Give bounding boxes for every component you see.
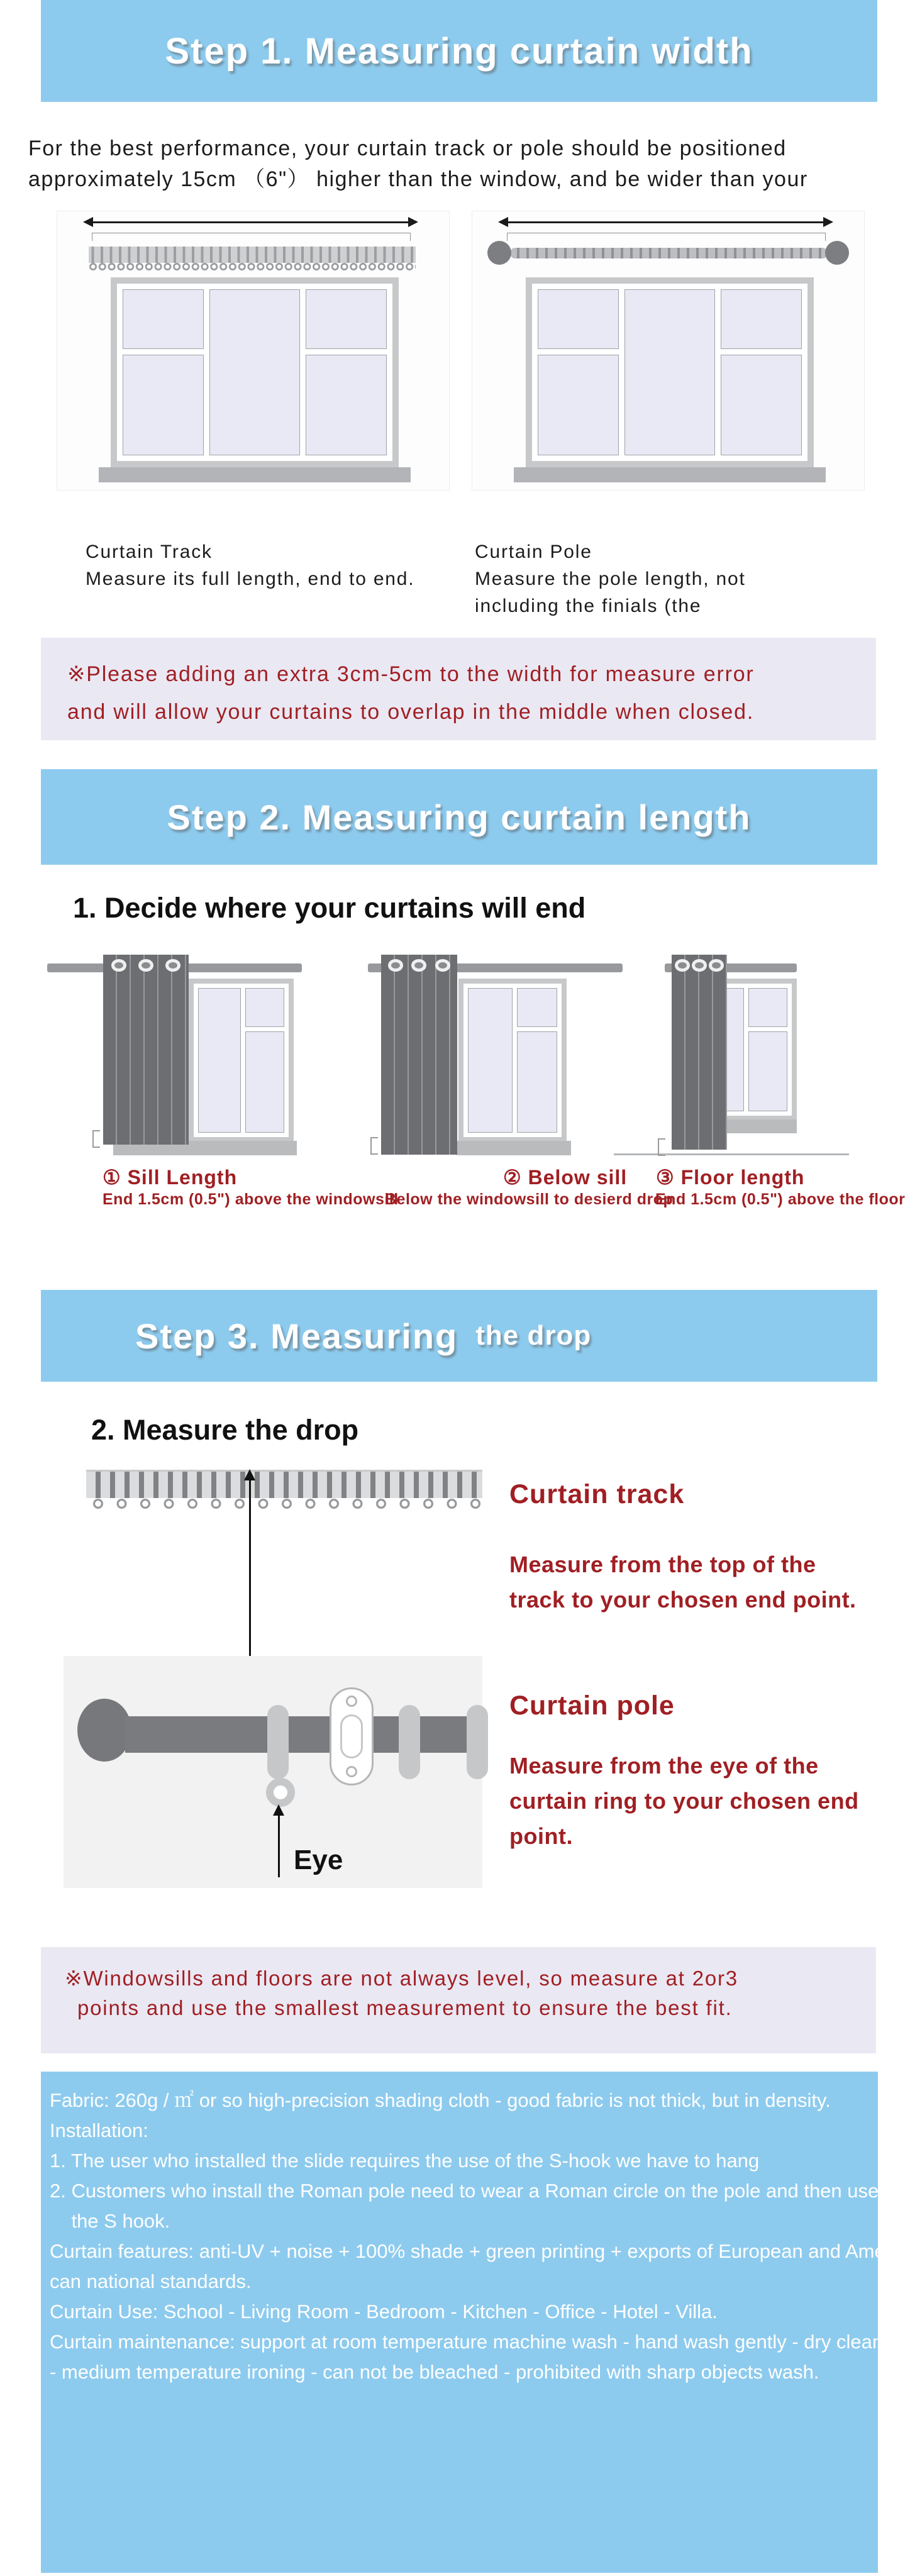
- window-illustration: [189, 979, 294, 1142]
- pole-drop-desc-line3: point.: [509, 1823, 573, 1849]
- window-pane: [123, 289, 204, 349]
- footer-line: Curtain Use: School - Living Room - Bedroom - Kitchen - Office - Hotel - Villa.: [50, 2301, 718, 2323]
- window-pane: [624, 289, 715, 455]
- product-info-footer: [41, 2072, 909, 2573]
- option1-desc: End 1.5cm (0.5") above the windowsill: [103, 1191, 399, 1208]
- window-pane: [198, 988, 241, 1133]
- curtain-panel: [103, 955, 189, 1145]
- grommet-icon: [111, 959, 126, 972]
- footer-line: can national standards.: [50, 2270, 252, 2292]
- track-drop-title: Curtain track: [509, 1479, 685, 1509]
- grommet-icon: [388, 959, 403, 972]
- step1-intro-paragraph: [28, 133, 884, 195]
- finial-icon: [825, 241, 849, 265]
- windowsill: [514, 467, 826, 482]
- level-note-line2: points and use the smallest measurement to ensure the best fit.: [77, 1996, 733, 2019]
- step3-banner-subtitle: the drop: [475, 1320, 592, 1351]
- grommet-row: [384, 959, 455, 972]
- step2-heading: 1. Decide where your curtains will end: [73, 892, 586, 924]
- curtain-ring-icon: [267, 1705, 289, 1779]
- step3-heading: 2. Measure the drop: [91, 1414, 359, 1446]
- window-pane: [306, 289, 387, 349]
- windowsill: [723, 1119, 797, 1133]
- width-note-line1: ※Please adding an extra 3cm-5cm to the width for measure error: [67, 662, 755, 686]
- curtain-track-diagram-card: [57, 211, 450, 491]
- drop-arrow-icon: [249, 1479, 251, 1673]
- window-illustration: [458, 979, 567, 1142]
- step1-banner: [41, 0, 877, 102]
- screw-hole-icon: [346, 1766, 357, 1777]
- finial-icon: [77, 1699, 131, 1762]
- step3-banner-title: Step 3. Measuring: [135, 1316, 458, 1356]
- grommet-icon: [435, 959, 450, 972]
- curtain-track-icon: [86, 1470, 482, 1498]
- finial-icon: [487, 241, 511, 265]
- curtain-pole-illustration: [64, 1656, 482, 1888]
- wall-bracket-icon: [330, 1687, 374, 1785]
- width-arrow-icon: [92, 221, 409, 223]
- track-rings-icon: [86, 1496, 482, 1513]
- curtain-ring-icon: [467, 1705, 488, 1779]
- step1-intro-line1: For the best performance, your curtain track or pole should be positioned: [28, 136, 787, 160]
- grommet-row: [674, 959, 724, 972]
- option3-desc: End 1.5cm (0.5") above the floor: [655, 1191, 906, 1208]
- track-drop-desc: [509, 1547, 857, 1618]
- grommet-icon: [692, 959, 707, 972]
- grommet-row: [106, 959, 186, 972]
- window-illustration: [111, 277, 399, 467]
- pole-drop-desc-line2: curtain ring to your chosen end: [509, 1788, 859, 1814]
- window-illustration: [526, 277, 814, 467]
- step1-banner-title: Step 1. Measuring curtain width: [165, 30, 753, 72]
- footer-line: Fabric: 260g / ㎡ or so high-precision shading cloth - good fabric is not thick, but in density.: [50, 2089, 831, 2111]
- screw-hole-icon: [346, 1696, 357, 1707]
- grommet-icon: [138, 959, 153, 972]
- option3-label: ③ Floor length: [656, 1166, 805, 1189]
- option2-label: ② Below sill: [503, 1166, 628, 1189]
- width-arrow-icon: [507, 221, 824, 223]
- width-note-box: [41, 638, 876, 740]
- eye-arrow-icon: [278, 1814, 280, 1877]
- track-drop-desc-line1: Measure from the top of the: [509, 1552, 816, 1577]
- curtain-pole-diagram-card: [472, 211, 865, 491]
- footer-line: the S hook.: [50, 2210, 170, 2232]
- pole-drop-title: Curtain pole: [509, 1690, 675, 1721]
- bracket-slot-icon: [340, 1714, 363, 1758]
- pole-caption-title: Curtain Pole: [475, 541, 592, 562]
- option2-desc: Below the windowsill to desierd drop: [385, 1191, 674, 1208]
- window-pane: [306, 355, 387, 455]
- step2-banner: [41, 769, 877, 865]
- measure-point-bracket-icon: [658, 1138, 665, 1156]
- windowsill: [99, 467, 411, 482]
- measure-bracket-icon: [507, 233, 826, 241]
- step1-intro-line2: approximately 15cm （6"） higher than the window, and be wider than your: [28, 167, 808, 191]
- measure-point-bracket-icon: [92, 1130, 100, 1148]
- grommet-icon: [165, 959, 180, 972]
- curtain-pole-icon: [510, 248, 828, 258]
- window-pane: [209, 289, 300, 455]
- window-pane: [538, 355, 619, 455]
- measure-point-bracket-icon: [370, 1137, 378, 1155]
- footer-line: 2. Customers who install the Roman pole need to wear a Roman circle on the pole and then use: [50, 2180, 879, 2202]
- track-drop-desc-line2: track to your chosen end point.: [509, 1587, 857, 1613]
- curtain-panel: [672, 955, 727, 1150]
- track-caption-line: Measure its full length, end to end.: [86, 569, 415, 589]
- curtain-track-icon: [89, 247, 416, 263]
- footer-line: Curtain features: anti-UV + noise + 100% shade + green printing + exports of European and Ameri-: [50, 2240, 903, 2262]
- window-pane: [245, 1031, 284, 1133]
- grommet-icon: [675, 959, 690, 972]
- measure-bracket-icon: [92, 233, 411, 241]
- footer-line: 1. The user who installed the slide requires the use of the S-hook we have to hang: [50, 2150, 760, 2172]
- pole-drop-desc-line1: Measure from the eye of the: [509, 1753, 819, 1779]
- window-pane: [748, 988, 787, 1027]
- grommet-icon: [709, 959, 724, 972]
- eye-label: Eye: [294, 1845, 343, 1875]
- track-caption: [86, 538, 463, 592]
- window-pane: [538, 289, 619, 349]
- window-pane: [517, 1031, 557, 1133]
- window-pane: [123, 355, 204, 455]
- floor-line: [614, 1153, 849, 1155]
- width-note-line2: and will allow your curtains to overlap in the middle when closed.: [67, 700, 755, 724]
- eye-ring-icon: [266, 1778, 295, 1807]
- level-note-box: [41, 1947, 876, 2053]
- curtain-panel: [381, 955, 457, 1155]
- pole-drop-desc: [509, 1748, 859, 1854]
- window-pane: [748, 1031, 787, 1111]
- window-pane: [517, 988, 557, 1027]
- footer-line: Installation:: [50, 2119, 148, 2141]
- step2-banner-title: Step 2. Measuring curtain length: [167, 797, 752, 837]
- pole-bar: [125, 1716, 482, 1753]
- track-caption-title: Curtain Track: [86, 541, 213, 562]
- footer-line: - medium temperature ironing - can not be bleached - prohibited with sharp objects wash.: [50, 2361, 819, 2383]
- window-pane: [245, 988, 284, 1027]
- pole-caption: [475, 538, 852, 619]
- pole-caption-line2: including the finials (the: [475, 596, 702, 616]
- footer-line: Curtain maintenance: support at room temperature machine wash - hand wash gently - dry cleaning: [50, 2331, 909, 2353]
- window-pane: [721, 355, 802, 455]
- level-note-line1: ※Windowsills and floors are not always level, so measure at 2or3: [65, 1967, 738, 1990]
- track-gliders-icon: [89, 262, 416, 272]
- grommet-icon: [411, 959, 426, 972]
- option1-label: ① Sill Length: [103, 1166, 238, 1189]
- curtain-ring-icon: [399, 1705, 420, 1779]
- windowsill: [457, 1141, 571, 1155]
- step3-banner: [41, 1290, 877, 1382]
- pole-caption-line1: Measure the pole length, not: [475, 569, 746, 589]
- window-pane: [468, 988, 513, 1133]
- window-pane: [721, 289, 802, 349]
